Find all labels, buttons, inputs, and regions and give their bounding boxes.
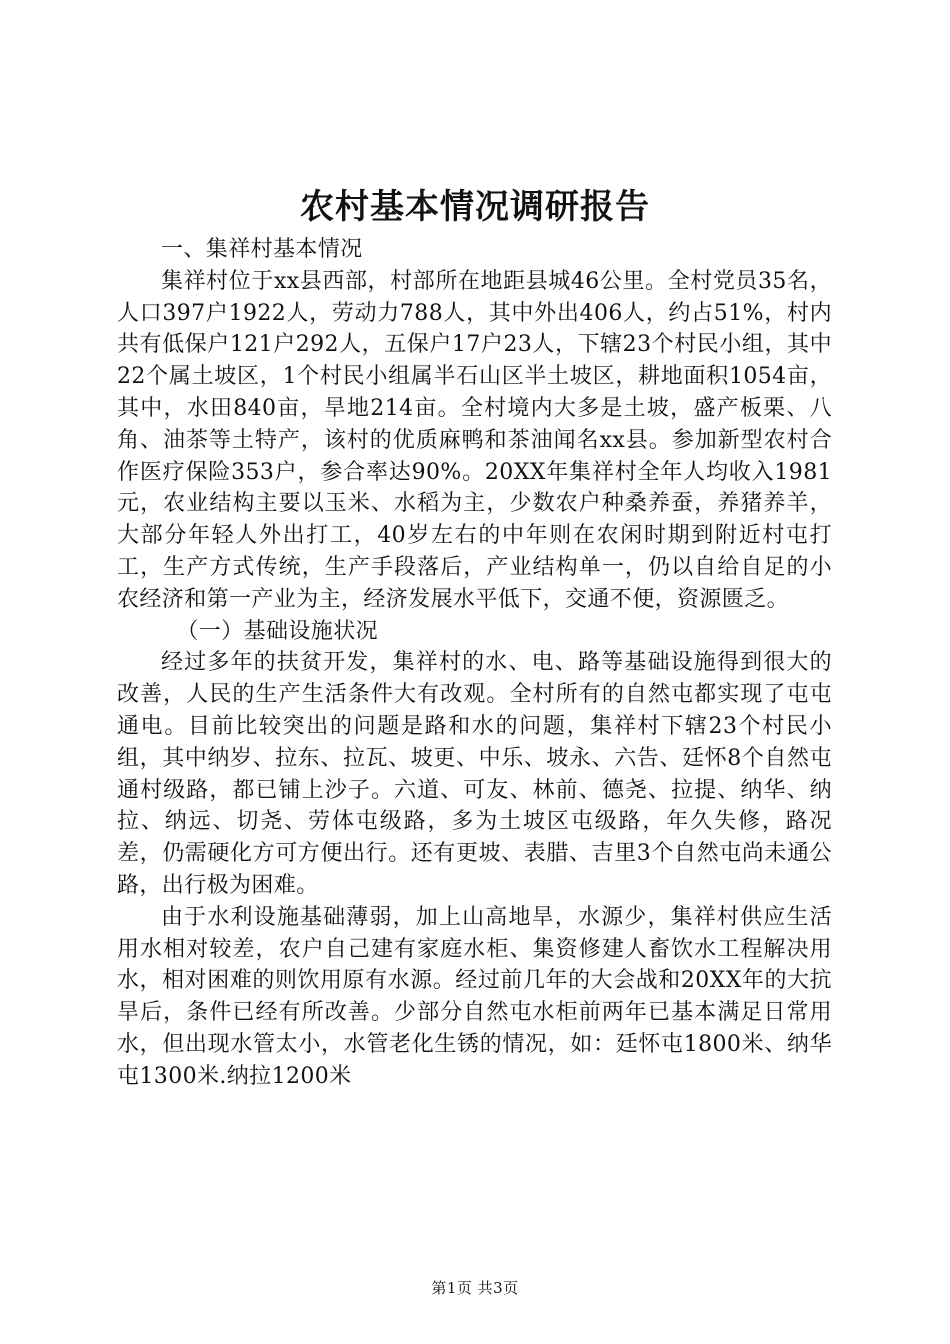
body-paragraph: 集祥村位于xx县西部，村部所在地距县城46公里。全村党员35名，人口397户1922人，劳动力788人，其中外出406人，约占51%，村内共有低保户121户292人，五保户17户23人，下辖23个村民小组，其中22个属土坡区，1个村民小组属半石山区半土坡区，耕地面积1054亩，其中，水田840亩，旱地214亩。全村境内大多是土坡，盛产板栗、八角、油茶等土特产，该村的优质麻鸭和茶油闻名xx县。参加新型农村合作医疗保险353户，参合率达90%。20XX年集祥村全年人均收入1981元，农业结构主要以玉米、水稻为主，少数农户种桑养蚕，养猪养羊，大部分年轻人外出打工，40岁左右的中年则在农闲时期到附近村屯打工，生产方式传统，生产手段落后，产业结构单一，仍以自给自足的小农经济和第一产业为主，经济发展水平低下，交通不便，资源匮乏。: [117, 268, 832, 612]
section-heading: 一、集祥村基本情况: [161, 237, 363, 262]
document-body: [117, 234, 832, 1093]
body-paragraph: 由于水利设施基础薄弱，加上山高地旱，水源少，集祥村供应生活用水相对较差，农户自己建有家庭水柜、集资修建人畜饮水工程解决用水，相对困难的则饮用原有水源。经过前几年的大会战和20XX年的大抗旱后，条件已经有所改善。少部分自然屯水柜前两年已基本满足日常用水，但出现水管太小，水管老化生锈的情况，如：廷怀屯1800米、纳华屯1300米.纳拉1200米: [117, 904, 832, 1089]
document-title: 农村基本情况调研报告: [300, 187, 650, 227]
body-paragraph: 经过多年的扶贫开发，集祥村的水、电、路等基础设施得到很大的改善，人民的生产生活条件大有改观。全村所有的自然屯都实现了屯屯通电。目前比较突出的问题是路和水的问题，集祥村下辖23个村民小组，其中纳岁、拉东、拉瓦、坡更、中乐、坡永、六告、廷怀8个自然屯通村级路，都已铺上沙子。六道、可友、林前、德尧、拉提、纳华、纳拉、纳远、切尧、劳体屯级路，多为土坡区屯级路，年久失修，路况差，仍需硬化方可方便出行。还有更坡、表腊、吉里3个自然屯尚未通公路，出行极为困难。: [117, 650, 832, 898]
page-number-footer: 第1页 共3页: [431, 1279, 519, 1297]
subsection-heading: （一）基础设施状况: [176, 618, 378, 644]
